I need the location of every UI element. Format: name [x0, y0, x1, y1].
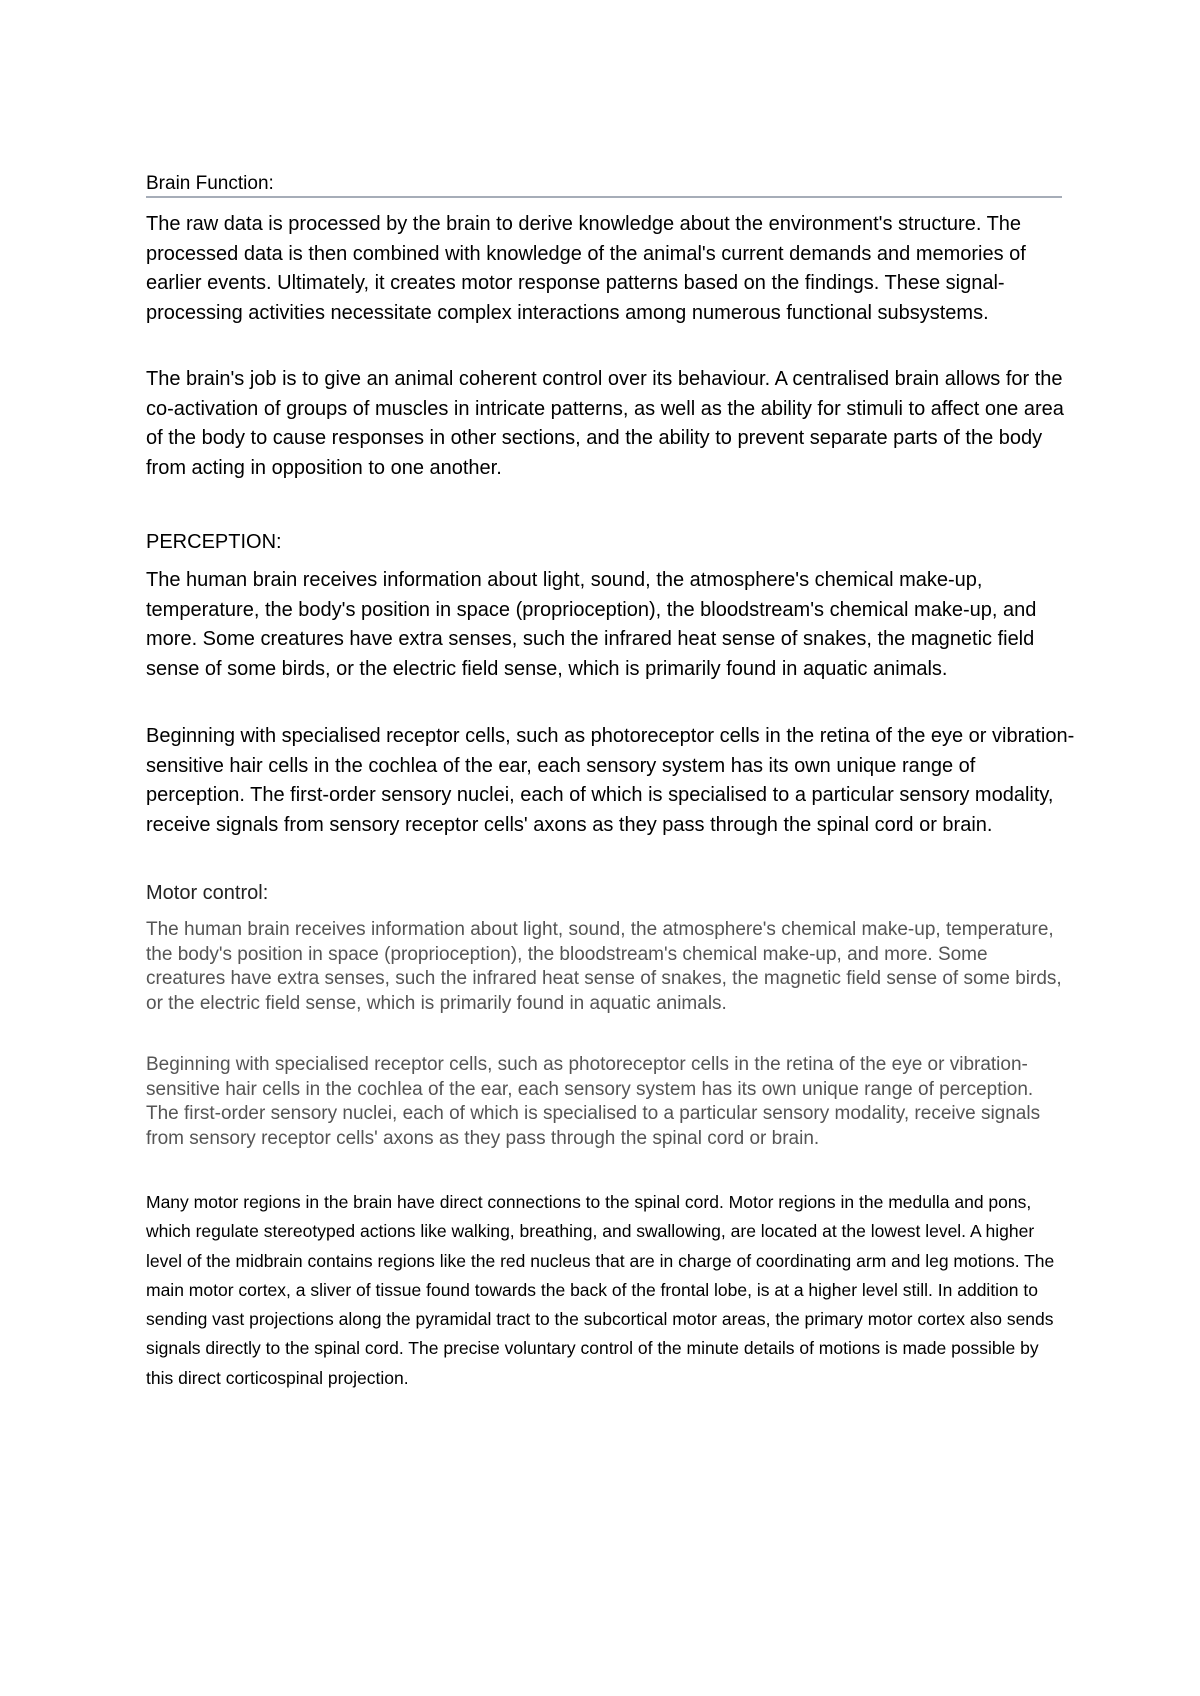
- section-heading-perception: PERCEPTION:: [146, 531, 282, 553]
- section-heading-motor-control: Motor control:: [146, 882, 269, 904]
- motor-control-grey-paragraph-2: Beginning with specialised receptor cells, such as photoreceptor cells in the retina of the eye or vibration-sensitive hair cells in the cochlea of the ear, each sensory system has its own unique range of perception. The first-order sensory nuclei, each of which is specialised to a particular sensory modality, receive signals from sensory receptor cells' axons as they pass through the spinal cord or brain.: [146, 1054, 1041, 1149]
- motor-control-closing-paragraph: Many motor regions in the brain have direct connections to the spinal cord. Motor regions in the medulla and pons, which regulate stereotyped actions like walking, breathing, and swallowing, are located at the lowest level. A higher level of the midbrain contains regions like the red nucleus that are in charge of coordinating arm and leg motions. The main motor cortex, a sliver of tissue found towards the back of the frontal lobe, is at a higher level still. In addition to sending vast projections along the pyramidal tract to the subcortical motor areas, the primary motor cortex also sends signals directly to the spinal cord. The precise voluntary control of the minute details of motions is made possible by this direct corticospinal projection.: [146, 1192, 1055, 1388]
- section-heading-brain-function: Brain Function:: [146, 173, 274, 194]
- perception-paragraph-1: The human brain receives information about light, sound, the atmosphere's chemical make-up, temperature, the body's position in space (proprioception), the bloodstream's chemical make-up, and more. Some creatures have extra senses, such the infrared heat sense of snakes, the magnetic field sense of some birds, or the electric field sense, which is primarily found in aquatic animals.: [146, 569, 1037, 680]
- brain-function-paragraph-1: The raw data is processed by the brain to derive knowledge about the environment's structure. The processed data is then combined with knowledge of the animal's current demands and memories of earlier events. Ultimately, it creates motor response patterns based on the findings. These signal-processing activities necessitate complex interactions among numerous functional subsystems.: [146, 213, 1026, 324]
- motor-control-grey-paragraph-1: The human brain receives information about light, sound, the atmosphere's chemical make-up, temperature, the body's position in space (proprioception), the bloodstream's chemical make-up, and more. Some creatures have extra senses, such the infrared heat sense of snakes, the magnetic field sense of some birds, or the electric field sense, which is primarily found in aquatic animals.: [146, 919, 1062, 1014]
- perception-paragraph-2: Beginning with specialised receptor cells, such as photoreceptor cells in the retina of the eye or vibration-sensitive hair cells in the cochlea of the ear, each sensory system has its own unique range of perception. The first-order sensory nuclei, each of which is specialised to a particular sensory modality, receive signals from sensory receptor cells' axons as they pass through the spinal cord or brain.: [146, 725, 1075, 836]
- brain-function-paragraph-2: The brain's job is to give an animal coherent control over its behaviour. A centralised brain allows for the co-activation of groups of muscles in intricate patterns, as well as the ability for stimuli to affect one area of the body to cause responses in other sections, and the ability to prevent separate parts of the body from acting in opposition to one another.: [146, 368, 1064, 479]
- heading-underline: [146, 196, 1062, 198]
